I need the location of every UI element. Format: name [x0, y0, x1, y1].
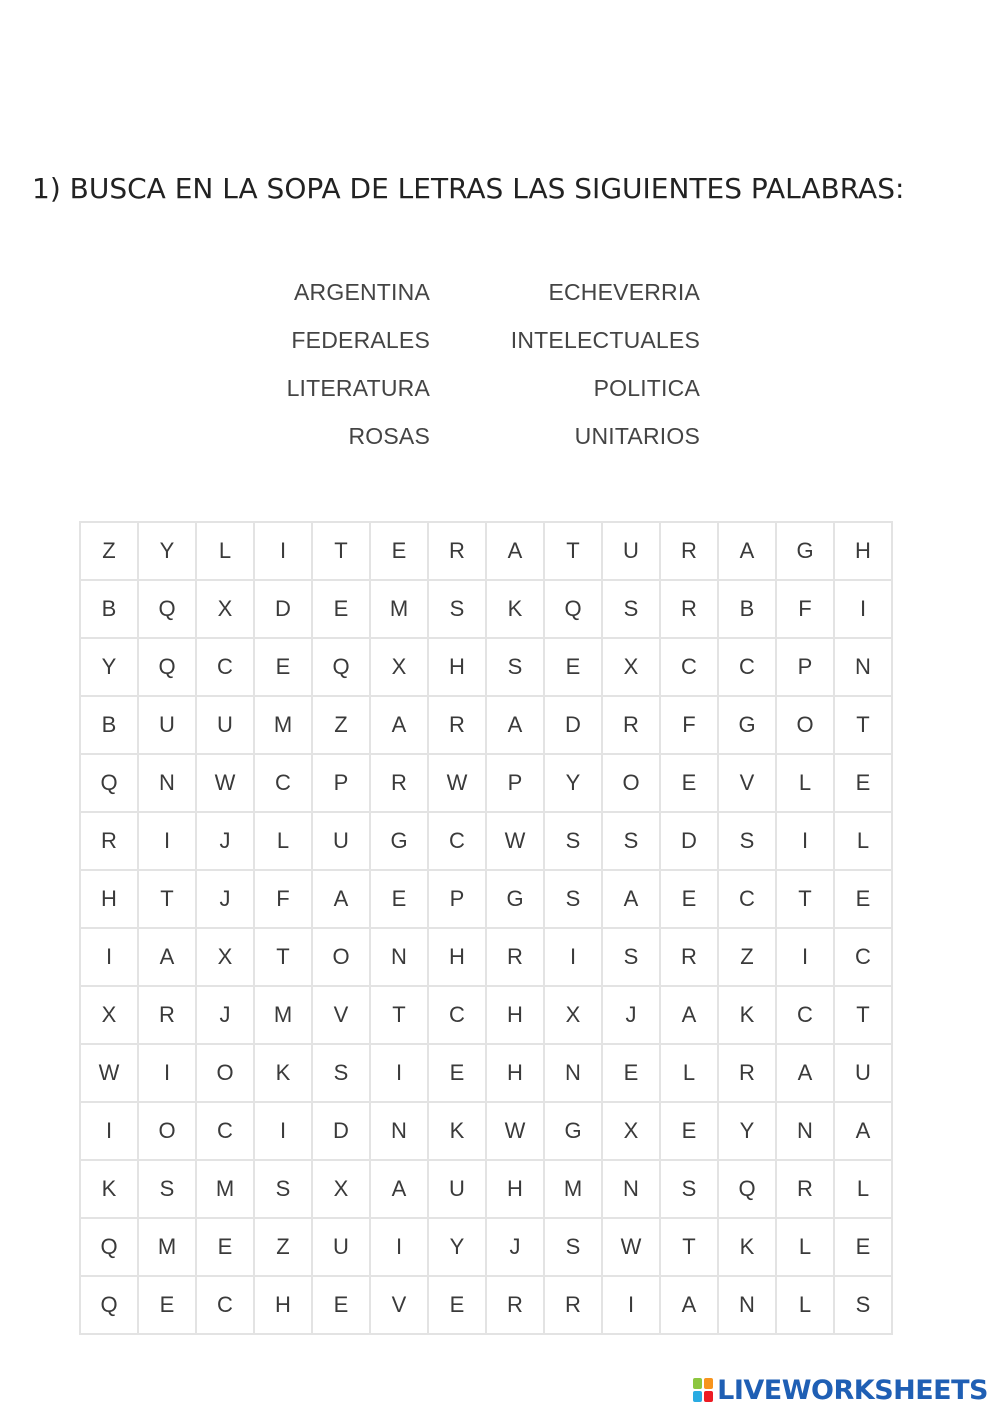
grid-row: [80, 812, 892, 870]
grid-cell[interactable]: I: [138, 1044, 196, 1102]
grid-cell[interactable]: O: [196, 1044, 254, 1102]
grid-cell[interactable]: O: [312, 928, 370, 986]
grid-cell[interactable]: A: [834, 1102, 892, 1160]
grid-cell[interactable]: A: [718, 522, 776, 580]
grid-cell[interactable]: R: [544, 1276, 602, 1334]
grid-cell[interactable]: P: [312, 754, 370, 812]
grid-cell[interactable]: E: [428, 1276, 486, 1334]
grid-cell[interactable]: C: [718, 638, 776, 696]
grid-cell[interactable]: T: [834, 986, 892, 1044]
grid-cell[interactable]: X: [196, 928, 254, 986]
grid-cell[interactable]: Y: [718, 1102, 776, 1160]
grid-cell[interactable]: Z: [718, 928, 776, 986]
grid-cell[interactable]: G: [776, 522, 834, 580]
grid-cell[interactable]: X: [80, 986, 138, 1044]
grid-cell[interactable]: T: [138, 870, 196, 928]
grid-cell[interactable]: L: [196, 522, 254, 580]
grid-cell[interactable]: E: [660, 754, 718, 812]
grid-cell[interactable]: G: [718, 696, 776, 754]
grid-cell[interactable]: H: [486, 986, 544, 1044]
grid-cell[interactable]: L: [254, 812, 312, 870]
grid-cell[interactable]: S: [834, 1276, 892, 1334]
grid-cell[interactable]: U: [138, 696, 196, 754]
grid-cell[interactable]: A: [370, 696, 428, 754]
grid-cell[interactable]: S: [486, 638, 544, 696]
grid-cell[interactable]: O: [776, 696, 834, 754]
grid-cell[interactable]: I: [776, 812, 834, 870]
grid-cell[interactable]: G: [370, 812, 428, 870]
grid-cell[interactable]: Q: [80, 1218, 138, 1276]
grid-cell[interactable]: S: [428, 580, 486, 638]
grid-row: [80, 986, 892, 1044]
grid-cell[interactable]: Q: [138, 638, 196, 696]
grid-cell[interactable]: W: [428, 754, 486, 812]
grid-cell[interactable]: A: [138, 928, 196, 986]
grid-cell[interactable]: P: [776, 638, 834, 696]
grid-cell[interactable]: E: [254, 638, 312, 696]
grid-cell[interactable]: I: [254, 1102, 312, 1160]
grid-cell[interactable]: F: [660, 696, 718, 754]
grid-cell[interactable]: C: [196, 638, 254, 696]
grid-cell[interactable]: D: [312, 1102, 370, 1160]
grid-cell[interactable]: N: [370, 928, 428, 986]
grid-cell[interactable]: V: [718, 754, 776, 812]
grid-cell[interactable]: U: [196, 696, 254, 754]
grid-cell[interactable]: N: [602, 1160, 660, 1218]
word-list: [0, 278, 1000, 458]
grid-cell[interactable]: E: [370, 870, 428, 928]
grid-cell[interactable]: I: [370, 1044, 428, 1102]
grid-cell[interactable]: A: [486, 522, 544, 580]
grid-cell[interactable]: B: [80, 696, 138, 754]
grid-cell[interactable]: M: [254, 986, 312, 1044]
grid-cell[interactable]: R: [428, 696, 486, 754]
grid-cell[interactable]: T: [660, 1218, 718, 1276]
grid-row: [80, 638, 892, 696]
grid-cell[interactable]: G: [544, 1102, 602, 1160]
word-item: POLITICA: [593, 375, 700, 401]
word-item: FEDERALES: [291, 327, 430, 353]
grid-cell[interactable]: S: [602, 580, 660, 638]
grid-cell[interactable]: Z: [312, 696, 370, 754]
grid-cell[interactable]: H: [428, 928, 486, 986]
grid-cell[interactable]: S: [602, 928, 660, 986]
grid-cell[interactable]: E: [312, 1276, 370, 1334]
grid-cell[interactable]: D: [254, 580, 312, 638]
grid-cell[interactable]: S: [544, 1218, 602, 1276]
grid-row: [80, 1160, 892, 1218]
grid-cell[interactable]: X: [312, 1160, 370, 1218]
grid-cell[interactable]: R: [80, 812, 138, 870]
grid-cell[interactable]: X: [602, 1102, 660, 1160]
grid-row: [80, 1044, 892, 1102]
grid-cell[interactable]: L: [776, 1218, 834, 1276]
grid-cell[interactable]: M: [254, 696, 312, 754]
word-item: ARGENTINA: [294, 279, 430, 305]
grid-cell[interactable]: Q: [544, 580, 602, 638]
word-list-right-column: [450, 278, 700, 470]
grid-cell[interactable]: H: [428, 638, 486, 696]
grid-cell[interactable]: T: [776, 870, 834, 928]
grid-cell[interactable]: Q: [312, 638, 370, 696]
grid-cell[interactable]: J: [196, 870, 254, 928]
grid-cell[interactable]: R: [602, 696, 660, 754]
grid-cell[interactable]: L: [834, 1160, 892, 1218]
grid-cell[interactable]: Z: [80, 522, 138, 580]
grid-cell[interactable]: Q: [80, 754, 138, 812]
grid-cell[interactable]: C: [428, 986, 486, 1044]
grid-cell[interactable]: A: [660, 1276, 718, 1334]
grid-cell[interactable]: U: [312, 812, 370, 870]
grid-cell[interactable]: N: [370, 1102, 428, 1160]
word-item: ECHEVERRIA: [548, 279, 700, 305]
grid-cell[interactable]: Z: [254, 1218, 312, 1276]
grid-cell[interactable]: M: [544, 1160, 602, 1218]
grid-cell[interactable]: H: [486, 1160, 544, 1218]
grid-cell[interactable]: S: [138, 1160, 196, 1218]
grid-cell[interactable]: I: [80, 1102, 138, 1160]
grid-cell[interactable]: T: [312, 522, 370, 580]
grid-cell[interactable]: R: [486, 928, 544, 986]
grid-cell[interactable]: C: [196, 1102, 254, 1160]
grid-cell[interactable]: Y: [428, 1218, 486, 1276]
grid-cell[interactable]: U: [602, 522, 660, 580]
grid-cell[interactable]: H: [486, 1044, 544, 1102]
grid-cell[interactable]: U: [834, 1044, 892, 1102]
grid-cell[interactable]: W: [80, 1044, 138, 1102]
grid-cell[interactable]: W: [602, 1218, 660, 1276]
grid-cell[interactable]: E: [834, 870, 892, 928]
grid-cell[interactable]: M: [196, 1160, 254, 1218]
grid-cell[interactable]: N: [776, 1102, 834, 1160]
grid-cell[interactable]: A: [486, 696, 544, 754]
grid-cell[interactable]: S: [254, 1160, 312, 1218]
grid-cell[interactable]: C: [196, 1276, 254, 1334]
grid-cell[interactable]: O: [138, 1102, 196, 1160]
grid-cell[interactable]: D: [544, 696, 602, 754]
grid-row: [80, 1276, 892, 1334]
grid-cell[interactable]: I: [80, 928, 138, 986]
grid-cell[interactable]: N: [834, 638, 892, 696]
grid-cell[interactable]: A: [370, 1160, 428, 1218]
grid-cell[interactable]: L: [660, 1044, 718, 1102]
grid-cell[interactable]: T: [834, 696, 892, 754]
grid-cell[interactable]: C: [776, 986, 834, 1044]
word-item: ROSAS: [348, 423, 430, 449]
grid-cell[interactable]: E: [138, 1276, 196, 1334]
grid-cell[interactable]: I: [544, 928, 602, 986]
grid-cell[interactable]: T: [370, 986, 428, 1044]
grid-cell[interactable]: E: [660, 870, 718, 928]
grid-cell[interactable]: T: [544, 522, 602, 580]
grid-cell[interactable]: P: [428, 870, 486, 928]
grid-cell[interactable]: R: [138, 986, 196, 1044]
grid-cell[interactable]: E: [834, 754, 892, 812]
grid-cell[interactable]: M: [370, 580, 428, 638]
grid-cell[interactable]: E: [602, 1044, 660, 1102]
grid-cell[interactable]: I: [370, 1218, 428, 1276]
word-search-grid: [79, 521, 893, 1335]
grid-cell[interactable]: Y: [544, 754, 602, 812]
grid-cell[interactable]: K: [80, 1160, 138, 1218]
word-item: UNITARIOS: [574, 423, 700, 449]
word-item: LITERATURA: [286, 375, 430, 401]
grid-cell[interactable]: R: [660, 580, 718, 638]
grid-cell[interactable]: W: [486, 1102, 544, 1160]
grid-cell[interactable]: K: [254, 1044, 312, 1102]
grid-cell[interactable]: C: [428, 812, 486, 870]
grid-cell[interactable]: A: [312, 870, 370, 928]
grid-cell[interactable]: N: [544, 1044, 602, 1102]
grid-cell[interactable]: U: [428, 1160, 486, 1218]
grid-row: [80, 870, 892, 928]
grid-cell[interactable]: S: [312, 1044, 370, 1102]
grid-cell[interactable]: A: [776, 1044, 834, 1102]
grid-cell[interactable]: R: [660, 522, 718, 580]
grid-cell[interactable]: E: [428, 1044, 486, 1102]
grid-cell[interactable]: L: [834, 812, 892, 870]
grid-cell[interactable]: R: [486, 1276, 544, 1334]
grid-row: [80, 928, 892, 986]
grid-row: [80, 1102, 892, 1160]
grid-cell[interactable]: C: [660, 638, 718, 696]
grid-cell[interactable]: R: [776, 1160, 834, 1218]
grid-cell[interactable]: K: [428, 1102, 486, 1160]
grid-cell[interactable]: X: [602, 638, 660, 696]
grid-row: [80, 696, 892, 754]
grid-cell[interactable]: I: [138, 812, 196, 870]
grid-cell[interactable]: P: [486, 754, 544, 812]
grid-cell[interactable]: D: [660, 812, 718, 870]
grid-cell[interactable]: E: [196, 1218, 254, 1276]
grid-cell[interactable]: E: [544, 638, 602, 696]
liveworksheets-logo-icon: [693, 1378, 713, 1402]
grid-row: [80, 1218, 892, 1276]
grid-cell[interactable]: R: [718, 1044, 776, 1102]
grid-cell[interactable]: H: [254, 1276, 312, 1334]
grid-cell[interactable]: K: [486, 580, 544, 638]
grid-cell[interactable]: L: [776, 1276, 834, 1334]
grid-cell[interactable]: J: [486, 1218, 544, 1276]
grid-cell[interactable]: X: [544, 986, 602, 1044]
grid-cell[interactable]: E: [660, 1102, 718, 1160]
grid-cell[interactable]: B: [80, 580, 138, 638]
grid-cell[interactable]: R: [370, 754, 428, 812]
word-item: INTELECTUALES: [510, 327, 700, 353]
grid-cell[interactable]: G: [486, 870, 544, 928]
grid-cell[interactable]: T: [254, 928, 312, 986]
grid-cell[interactable]: C: [718, 870, 776, 928]
instruction-heading: 1) BUSCA EN LA SOPA DE LETRAS LAS SIGUIENTES PALABRAS:: [32, 172, 905, 205]
grid-cell[interactable]: W: [196, 754, 254, 812]
grid-cell[interactable]: H: [80, 870, 138, 928]
grid-cell[interactable]: Y: [138, 522, 196, 580]
grid-cell[interactable]: Y: [80, 638, 138, 696]
grid-cell[interactable]: M: [138, 1218, 196, 1276]
grid-cell[interactable]: Q: [80, 1276, 138, 1334]
grid-cell[interactable]: L: [776, 754, 834, 812]
grid-cell[interactable]: S: [544, 870, 602, 928]
word-list-left-column: [180, 278, 430, 470]
grid-cell[interactable]: F: [254, 870, 312, 928]
grid-cell[interactable]: S: [660, 1160, 718, 1218]
grid-cell[interactable]: S: [718, 812, 776, 870]
grid-cell[interactable]: X: [370, 638, 428, 696]
grid-cell[interactable]: F: [776, 580, 834, 638]
grid-cell[interactable]: S: [544, 812, 602, 870]
grid-cell[interactable]: J: [196, 986, 254, 1044]
liveworksheets-logo-text: LIVEWORKSHEETS: [717, 1374, 988, 1406]
grid-cell[interactable]: K: [718, 986, 776, 1044]
grid-cell[interactable]: J: [196, 812, 254, 870]
grid-cell[interactable]: N: [138, 754, 196, 812]
grid-cell[interactable]: B: [718, 580, 776, 638]
grid-cell[interactable]: K: [718, 1218, 776, 1276]
grid-row: [80, 580, 892, 638]
grid-cell[interactable]: I: [776, 928, 834, 986]
liveworksheets-logo: [693, 1374, 988, 1406]
grid-row: [80, 754, 892, 812]
grid-cell[interactable]: I: [254, 522, 312, 580]
grid-cell[interactable]: A: [602, 870, 660, 928]
grid-cell[interactable]: O: [602, 754, 660, 812]
grid-cell[interactable]: W: [486, 812, 544, 870]
grid-cell[interactable]: C: [254, 754, 312, 812]
grid-cell[interactable]: H: [834, 522, 892, 580]
grid-cell[interactable]: E: [312, 580, 370, 638]
grid-cell[interactable]: X: [196, 580, 254, 638]
grid-row: [80, 522, 892, 580]
grid-cell[interactable]: V: [370, 1276, 428, 1334]
grid-cell[interactable]: E: [834, 1218, 892, 1276]
grid-cell[interactable]: R: [428, 522, 486, 580]
grid-cell[interactable]: S: [602, 812, 660, 870]
grid-cell[interactable]: Q: [718, 1160, 776, 1218]
grid-cell[interactable]: I: [834, 580, 892, 638]
grid-cell[interactable]: V: [312, 986, 370, 1044]
grid-cell[interactable]: U: [312, 1218, 370, 1276]
grid-cell[interactable]: R: [660, 928, 718, 986]
grid-cell[interactable]: E: [370, 522, 428, 580]
grid-cell[interactable]: Q: [138, 580, 196, 638]
grid-cell[interactable]: N: [718, 1276, 776, 1334]
grid-cell[interactable]: A: [660, 986, 718, 1044]
grid-cell[interactable]: I: [602, 1276, 660, 1334]
grid-cell[interactable]: J: [602, 986, 660, 1044]
grid-cell[interactable]: C: [834, 928, 892, 986]
